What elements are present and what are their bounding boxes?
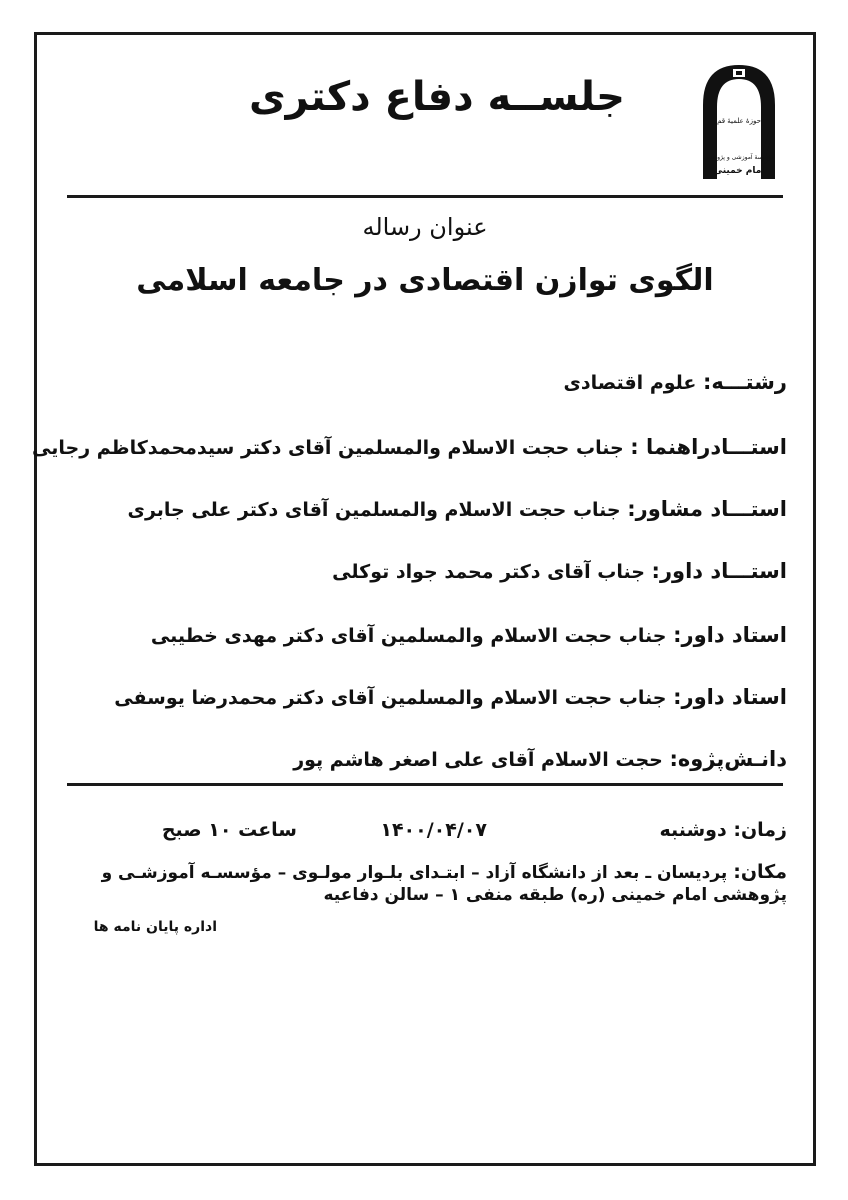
advisor-value: جناب حجت الاسلام والمسلمین آقای دکتر علی جابری [127,499,621,521]
time-label: زمان: [733,819,787,841]
supervisor-row [32,435,787,459]
reviewer-row-2 [57,623,787,647]
supervisor-value: جناب حجت الاسلام والمسلمین آقای دکتر سیدمحمدکاظم رجایی [32,437,624,459]
document-frame [34,32,816,1166]
advisor-row [57,497,787,521]
logo-text-2: مؤسسهٔ آموزشی و پژوهشی [703,154,775,161]
field-row [57,370,787,394]
page-title: جلســه دفاع دکتری [248,74,626,120]
reviewer-value-2: جناب حجت الاسلام والمسلمین آقای دکتر مهدی خطیبی [150,625,667,647]
hour-value: ساعت ۱۰ صبح [161,819,297,841]
time-row [57,819,787,849]
logo-text-3: امام خمینی [713,166,765,176]
field-value: علوم اقتصادی [563,372,697,394]
divider-top [67,195,783,198]
reviewer-row-1 [57,559,787,583]
reviewer-label-2: استاد داور: [673,623,787,647]
logo-text-1: حوزهٔ علمیهٔ قم [717,117,761,125]
student-row [57,747,787,771]
time-day [659,819,787,841]
reviewer-value-1: جناب آقای دکتر محمد جواد توکلی [332,561,645,583]
day-value: دوشنبه [659,819,727,841]
divider-middle [67,783,783,786]
reviewer-value-3: جناب حجت الاسلام والمسلمین آقای دکتر محمدرضا یوسفی [114,687,667,709]
reviewer-row-3 [57,685,787,709]
reviewer-label-1: استـــاد داور: [651,559,787,583]
place-row [77,861,787,906]
thesis-label: عنوان رساله [362,213,488,241]
advisor-label: استـــاد مشاور: [627,497,787,521]
place-label: مکان: [733,861,787,883]
supervisor-label: استـــادراهنما : [630,435,787,459]
seminary-logo [699,61,779,181]
place-value: پردیسان ـ بعد از دانشگاه آزاد – ابتـدای بلـوار مولـوی – مؤسسـه آموزشـی و پژوهشی امام خمینی (ره) طبقه منفی ۱ – سالن دفاعیه [101,863,787,905]
student-value: حجت الاسلام آقای علی اصغر هاشم پور [293,749,663,771]
office-signature: اداره پایان نامه ها [93,919,217,935]
reviewer-label-3: استاد داور: [673,685,787,709]
date-value: ۱۴۰۰/۰۴/۰۷ [380,819,487,841]
thesis-title: الگوی توازن اقتصادی در جامعه اسلامی [136,263,714,298]
field-label: رشتـــه: [703,370,787,394]
student-label: دانـش‌پژوه: [669,747,787,771]
